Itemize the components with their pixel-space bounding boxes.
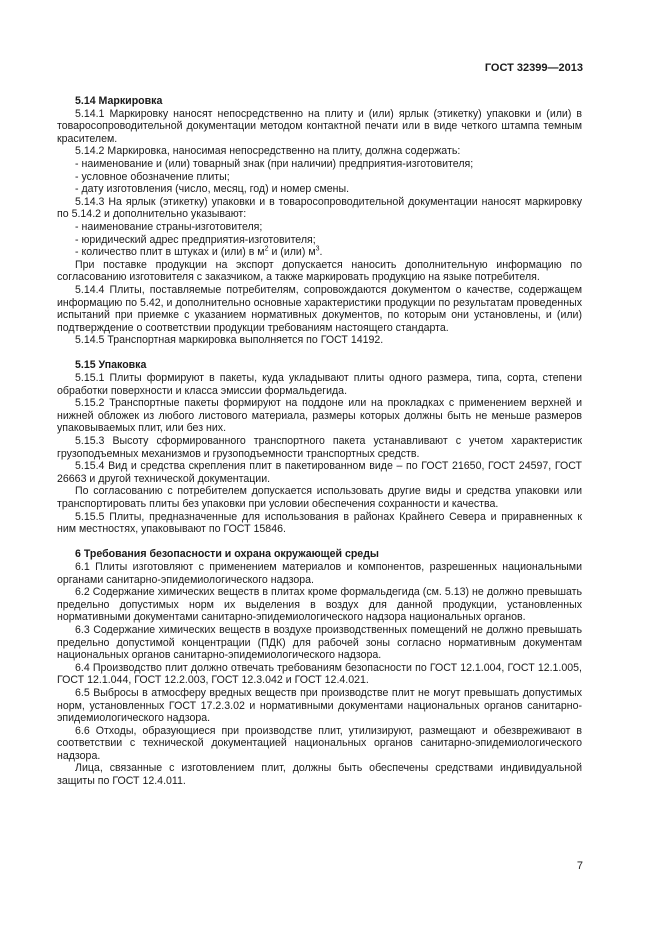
paragraph: 6.2 Содержание химических веществ в плитах кроме формальдегида (см. 5.13) не должно превышать предельно допустимых норм их выделения в воздух для данной продукции, установленных нормативными документами санитарно-эпидемиологического надзора национальных органов. bbox=[57, 586, 582, 624]
paragraph: 5.14.3 На ярлык (этикетку) упаковки и в товаросопроводительной документации наносят маркировку по 5.14.2 и дополнительно указывают: bbox=[57, 195, 582, 221]
paragraph: 5.14.1 Маркировку наносят непосредственно на плиту и (или) ярлык (этикетку) упаковки и (или) в товаросопроводительной документации методом контактной печати или в виде четкого штампа темным красителем. bbox=[57, 107, 582, 145]
paragraph: 5.15.5 Плиты, предназначенные для использования в районах Крайнего Севера и приравненных к ним местностях, упаковывают по ГОСТ 15846. bbox=[57, 510, 582, 536]
paragraph: По согласованию с потребителем допускается использовать другие виды и средства упаковки или транспортировать плиты без упаковки при условии обеспечения сохранности и качества. bbox=[57, 485, 582, 510]
paragraph: 6.5 Выбросы в атмосферу вредных веществ при производстве плит не могут превышать допустимых норм, установленных ГОСТ 17.2.3.02 и нормативными документами национальных органов санитарно-эпидемиологического надзора. bbox=[57, 686, 582, 725]
list-item: - наименование страны-изготовителя; bbox=[75, 220, 263, 233]
page-content bbox=[57, 95, 582, 788]
list-item: - дату изготовления (число, месяц, год) и номер смены. bbox=[75, 183, 350, 196]
section-heading-5-14: 5.14 Маркировка bbox=[75, 95, 163, 107]
paragraph: 5.15.2 Транспортные пакеты формируют на поддоне или на прокладках с применением верхней и нижней обложек из любого листового материала, размеры которых должны быть не меньше размеров упаковываемых плит, или без них. bbox=[57, 397, 582, 435]
paragraph: 5.15.1 Плиты формируют в пакеты, куда укладывают плиты одного размера, типа, сорта, степени обработки поверхности и класса эмиссии формальдегида. bbox=[57, 372, 582, 397]
paragraph: 5.14.5 Транспортная маркировка выполняется по ГОСТ 14192. bbox=[75, 334, 384, 347]
paragraph: 5.14.4 Плиты, поставляемые потребителям, сопровождаются документом о качестве, содержащем информацию по 5.42, и дополнительно основные характеристики продукции по результатам проведенных испытаний при приемке с указанием нормативных документов, по которым они установлены, и (или) подтверждение о соответствии продукции требованиям настоящего стандарта. bbox=[57, 283, 582, 334]
paragraph: При поставке продукции на экспорт допускается наносить дополнительную информацию по согласованию изготовителя с заказчиком, а также маркировать продукцию на языке потребителя. bbox=[57, 258, 582, 284]
paragraph: Лица, связанные с изготовлением плит, должны быть обеспечены средствами индивидуальной защиты по ГОСТ 12.4.011. bbox=[57, 762, 582, 788]
paragraph: 6.4 Производство плит должно отвечать требованиям безопасности по ГОСТ 12.1.004, ГОСТ 12.1.005, ГОСТ 12.1.044, ГОСТ 12.2.003, ГОСТ 12.3.042 и ГОСТ 12.4.021. bbox=[57, 661, 582, 687]
spacer bbox=[57, 347, 582, 360]
document-code: ГОСТ 32399—2013 bbox=[484, 62, 583, 74]
paragraph: 5.15.4 Вид и средства скрепления плит в пакетированном виде – по ГОСТ 21650, ГОСТ 24597, ГОСТ 26663 и другой технической документации. bbox=[57, 460, 582, 485]
list-item: - юридический адрес предприятия-изготовителя; bbox=[75, 233, 316, 246]
section-heading-6: 6 Требования безопасности и охрана окружающей среды bbox=[75, 548, 379, 561]
spacer bbox=[57, 536, 582, 549]
section-heading-5-15: 5.15 Упаковка bbox=[75, 359, 147, 372]
page-number: 7 bbox=[576, 860, 583, 872]
paragraph: 5.15.3 Высоту сформированного транспортного пакета устанавливают с учетом характеристик грузоподъемных механизмов и грузоподъемности транспортных средств. bbox=[57, 435, 582, 460]
paragraph: 6.6 Отходы, образующиеся при производстве плит, утилизируют, размещают и обезвреживают в соответствии с технической документацией национальных органов санитарно-эпидемиологического надзора. bbox=[57, 724, 582, 762]
list-item: - условное обозначение плиты; bbox=[75, 170, 230, 183]
list-item-quantity: - количество плит в штуках и (или) в $м^2$ и (или) $м^3$. bbox=[75, 245, 323, 259]
paragraph: 6.1 Плиты изготовляют с применением материалов и компонентов, разрешенных национальными органами санитарно-эпидемиологического надзора. bbox=[57, 560, 582, 586]
paragraph: 5.14.2 Маркировка, наносимая непосредственно на плиту, должна содержать: bbox=[75, 145, 461, 158]
paragraph: 6.3 Содержание химических веществ в воздухе производственных помещений не должно превышать предельно допустимой концентрации (ПДК) для рабочей зоны согласно нормативным документам национальных органов санитарно-эпидемиологического надзора. bbox=[57, 623, 582, 662]
list-item: - наименование и (или) товарный знак (при наличии) предприятия-изготовителя; bbox=[75, 157, 474, 170]
